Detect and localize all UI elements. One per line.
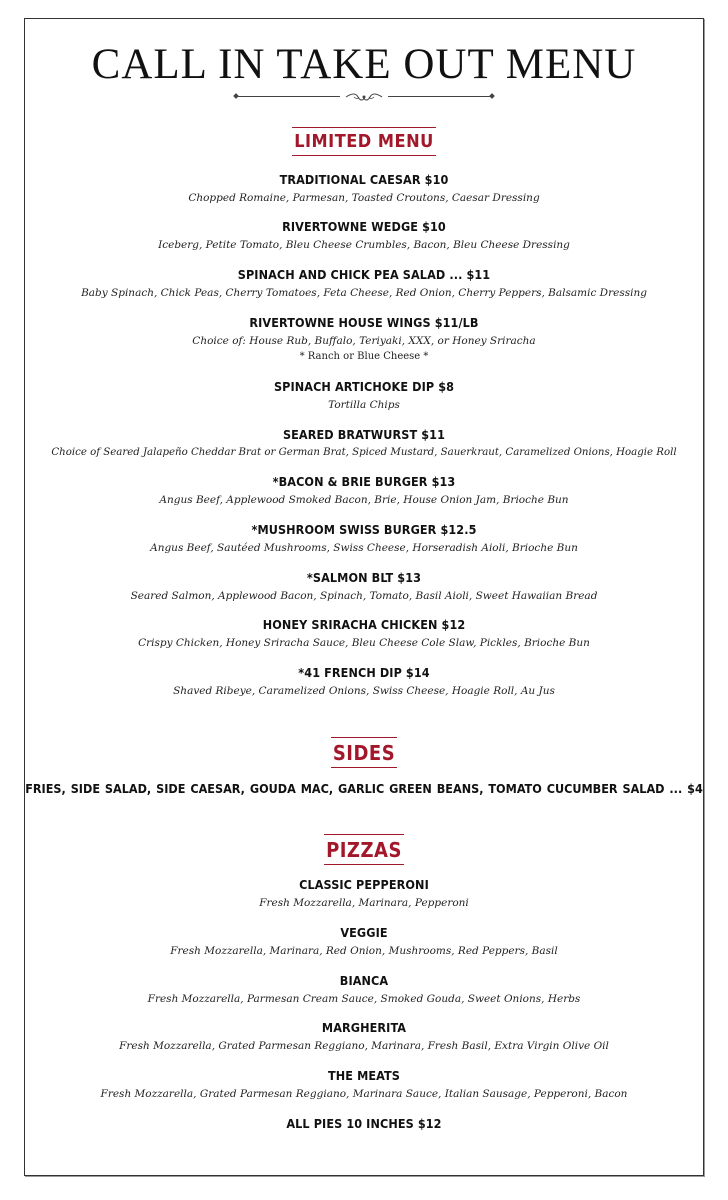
page-title: CALL IN TAKE OUT MENU [91,41,637,88]
item-name: RIVERTOWNE HOUSE WINGS $11/LB [249,315,479,330]
pizza-footer [0,1116,728,1132]
item-description: Fresh Mozzarella, Grated Parmesan Reggiano, Marinara Sauce, Italian Sausage, Pepperoni, Bacon [100,1088,628,1100]
item-name: VEGGIE [340,925,388,940]
item-description: Angus Beef, Sautéed Mushrooms, Swiss Cheese, Horseradish Aioli, Brioche Bun [150,542,578,554]
item-description: Tortilla Chips [328,399,400,411]
item-name: *SALMON BLT $13 [306,570,422,585]
menu-item [0,570,728,604]
item-description: Fresh Mozzarella, Grated Parmesan Reggiano, Marinara, Fresh Basil, Extra Virgin Olive Oil [119,1040,609,1052]
menu-item [0,665,728,699]
item-name: SPINACH AND CHICK PEA SALAD ... $11 [237,267,491,282]
section-title: PIZZAS [324,834,404,865]
item-name: TRADITIONAL CAESAR $10 [279,172,449,187]
item-name: THE MEATS [328,1068,400,1083]
item-description: Fresh Mozzarella, Parmesan Cream Sauce, Smoked Gouda, Sweet Onions, Herbs [147,993,581,1005]
item-description: Choice of: House Rub, Buffalo, Teriyaki, XXX, or Honey Sriracha [192,335,536,347]
item-name: SPINACH ARTICHOKE DIP $8 [273,379,455,394]
menu-item [0,617,728,651]
item-name: MARGHERITA [321,1020,407,1035]
item-description: Angus Beef, Applewood Smoked Bacon, Brie, House Onion Jam, Brioche Bun [159,494,569,506]
menu-item [0,1068,728,1102]
item-description: Fresh Mozzarella, Marinara, Red Onion, Mushrooms, Red Peppers, Basil [170,945,558,957]
menu-item [0,474,728,508]
item-description: Choice of Seared Jalapeño Cheddar Brat or German Brat, Spiced Mustard, Sauerkraut, Caramelized Onions, Hoagie Roll [51,447,677,458]
menu-item [0,1020,728,1054]
limited-menu-heading [0,127,728,156]
item-name: *MUSHROOM SWISS BURGER $12.5 [251,522,477,537]
item-description: Shaved Ribeye, Caramelized Onions, Swiss Cheese, Hoagie Roll, Au Jus [173,685,555,697]
item-name: SEARED BRATWURST $11 [282,427,446,442]
section-title: SIDES [331,737,397,768]
section-title: LIMITED MENU [292,127,436,156]
menu-item [0,427,728,461]
item-name: HONEY SRIRACHA CHICKEN $12 [262,617,466,632]
pizzas-heading [0,834,728,865]
item-description: Seared Salmon, Applewood Bacon, Spinach, Tomato, Basil Aioli, Sweet Hawaiian Bread [130,590,598,602]
menu-item [0,522,728,556]
item-description: Iceberg, Petite Tomato, Bleu Cheese Crumbles, Bacon, Bleu Cheese Dressing [158,239,570,251]
item-name: RIVERTOWNE WEDGE $10 [282,219,446,234]
item-description: Fresh Mozzarella, Marinara, Pepperoni [259,897,469,909]
pizza-price-note: ALL PIES 10 INCHES $12 [286,1116,442,1131]
item-name: BIANCA [339,973,389,988]
menu-item [0,973,728,1007]
sides-list: FRIES, SIDE SALAD, SIDE CAESAR, GOUDA MAC, GARLIC GREEN BEANS, TOMATO CUCUMBER SALAD ... $4 [25,781,703,796]
menu-item [0,379,728,413]
item-description: Crispy Chicken, Honey Sriracha Sauce, Bleu Cheese Cole Slaw, Pickles, Brioche Bun [138,637,590,649]
menu-item [0,267,728,301]
item-description: Baby Spinach, Chick Peas, Cherry Tomatoes, Feta Cheese, Red Onion, Cherry Peppers, Balsamic Dressing [81,287,647,299]
menu-item [0,877,728,911]
flourish-ornament-icon [340,91,388,103]
item-name: *41 FRENCH DIP $14 [298,665,430,680]
item-name: *BACON & BRIE BURGER $13 [272,474,456,489]
menu-item [0,925,728,959]
menu-item [0,172,728,206]
item-description: Chopped Romaine, Parmesan, Toasted Croutons, Caesar Dressing [188,192,540,204]
item-name: CLASSIC PEPPERONI [299,877,429,892]
menu-item [0,315,728,364]
item-note: * Ranch or Blue Cheese * [299,351,429,362]
menu-item [0,219,728,253]
sides-heading [0,737,728,768]
